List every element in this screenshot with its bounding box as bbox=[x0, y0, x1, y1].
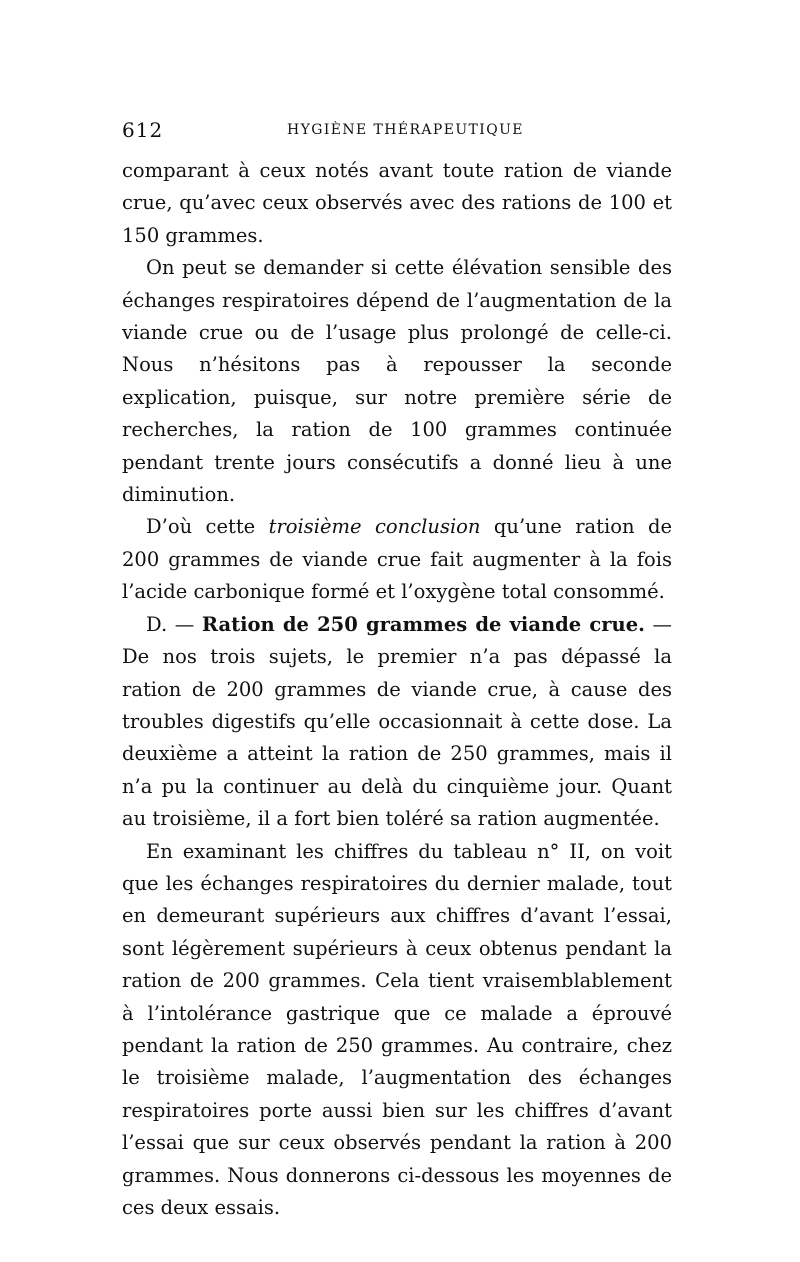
section-d-heading: Ration de 250 grammes de viande crue. bbox=[201, 612, 645, 636]
paragraph-third-conclusion bbox=[122, 511, 672, 608]
paragraph-elevation-question: On peut se demander si cette élévation sensible des échanges respiratoires dépend de l’augmentation de la viande crue ou de l’usage plus prolongé de celle-ci. Nous n’hésitons pas à repousser la seconde explication, puisque, sur notre première série de recherches, la ration de 100 grammes continuée pendant trente jours consécutifs a donné lieu à une diminution. bbox=[122, 256, 672, 507]
running-title: HYGIÈNE THÉRAPEUTIQUE bbox=[287, 122, 524, 138]
paragraph-continuation: comparant à ceux notés avant toute ration de viande crue, qu’avec ceux observés avec des rations de 100 et 150 grammes. bbox=[122, 159, 672, 247]
body-text bbox=[122, 155, 672, 1224]
third-conclusion-after: qu’une ration de 200 grammes de viande crue fait augmenter à la fois l’acide carbonique formé et l’oxygène total consommé. bbox=[122, 515, 672, 604]
section-d-text: — De nos trois sujets, le premier n’a pas dépassé la ration de 200 grammes de viande crue, à cause des troubles digestifs qu’elle occasionnait à cette dose. La deuxième a atteint la ration de 250 grammes, mais il n’a pu la continuer au delà du cinquième jour. Quant au troisième, il a fort bien toléré sa ration augmentée. bbox=[122, 612, 672, 831]
paragraph-section-d bbox=[122, 609, 672, 836]
page-number: 612 bbox=[122, 118, 164, 142]
section-d-lead: D. — bbox=[146, 612, 202, 636]
paragraph-table-analysis: En examinant les chiffres du tableau n° II, on voit que les échanges respiratoires du dernier malade, tout en demeurant supérieurs aux chiffres d’avant l’essai, sont légèrement supérieurs à ceux obtenus pendant la ration de 200 grammes. Cela tient vraisemblablement à l’intolérance gastrique que ce malade a éprouvé pendant la ration de 250 grammes. Au contraire, chez le troisième malade, l’augmentation des échanges respiratoires porte aussi bien sur les chiffres d’avant l’essai que sur ceux observés pendant la ration à 200 grammes. Nous donnerons ci-dessous les moyennes de ces deux essais. bbox=[122, 839, 672, 1219]
third-conclusion-emphasis: troisième conclusion bbox=[268, 515, 481, 539]
running-head bbox=[122, 118, 672, 148]
third-conclusion-before: D’où cette bbox=[146, 515, 269, 539]
